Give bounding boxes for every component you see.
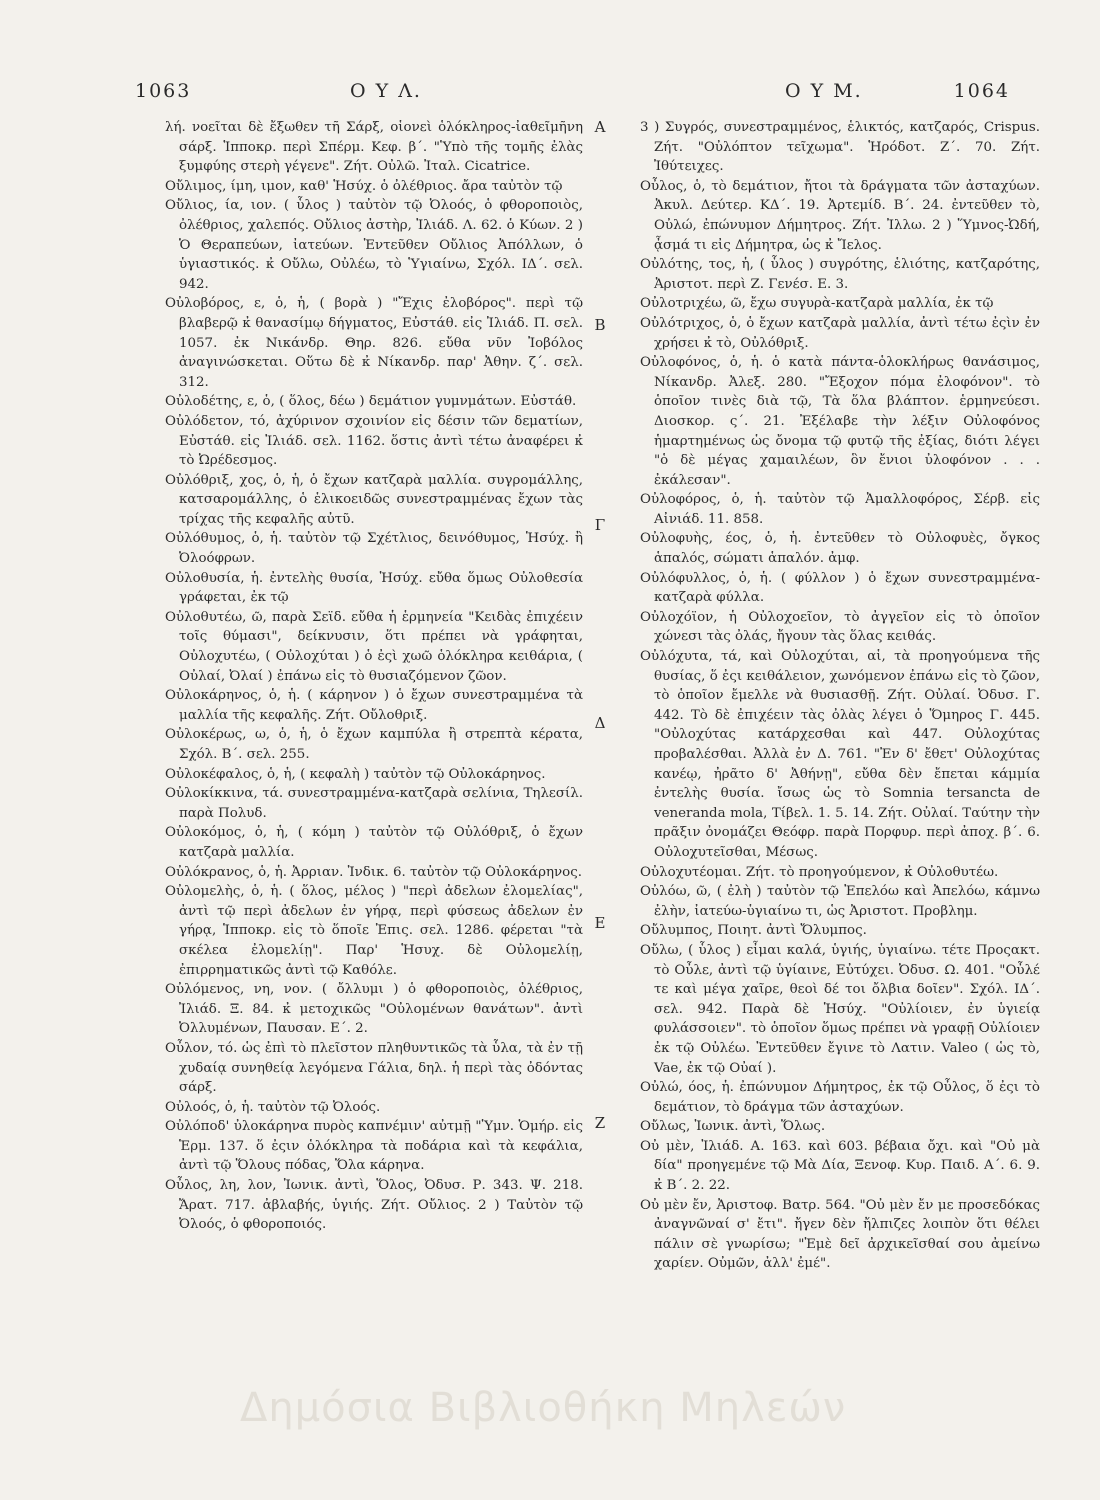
section-margin — [588, 118, 612, 1408]
dictionary-entry: Οὐλοκίκκινα, τά. συνεστραμμένα-κατζαρὰ σελίνια, Τηλεσίλ. παρὰ Πολυδ. — [165, 786, 583, 821]
dictionary-entry: Οὐ μὲν, Ἰλιάδ. Α. 163. καὶ 603. βέβαια ὄχι. καὶ "Οὐ μὰ δία" προηγεμένε τῷ Μὰ Δία, Ξενοφ. Κυρ. Παιδ. Α΄. 6. 9. κ̓ Β΄. 2. 22. — [640, 1138, 1040, 1194]
dictionary-entry: Οὐλόθριξ, χος, ὁ, ἡ, ὁ ἔχων κατζαρὰ μαλλία. συγρομάλλης, κατσαρομάλλης, ὁ ἑλικοειδῶς συνεστραμμένας ἔχων τὰς τρίχας τῆς κεφαλῆς αὐτῦ. — [165, 472, 583, 527]
dictionary-entry: Οὐ μὲν ἔν, Ἀριστοφ. Βατρ. 564. "Οὐ μὲν ἔν με προσεδόκας ἀναγνῶναί σ' ἔτι". ἤγεν δὲν ἤλπιζες λοιπὸν ὅτι θέλει πάλιν σὲ γνωρίσω; "Ἐμὲ δεῖ ἀρχικεῖσθαί σου ἀμείνω χαρίεν. Οὐμῶν, ἀλλ' ἐμέ". — [640, 1197, 1040, 1272]
dictionary-entry: Οὐλοχόϊον, ἡ Οὐλοχοεῖον, τὸ ἀγγεῖον εἰς τὸ ὁποῖον χώνεσι τὰς ὀλάς, ἤγουν τὰς ὅλας κειθάς. — [640, 609, 1040, 645]
dictionary-entry: Οὐλότριχος, ὁ, ὁ ἔχων κατζαρὰ μαλλία, ἀντὶ τέτω ἐςὶν ἐν χρήσει κ̓ τὸ, Οὐλόθριξ. — [640, 315, 1040, 351]
section-letter-b: Β — [594, 316, 606, 334]
dictionary-entry: Οὐλόχυτα, τά, καὶ Οὐλοχύται, αἱ, τὰ προηγούμενα τῆς θυσίας, ὅ ἐςι κειθάλειον, χωνόμενον ἐπάνω εἰς τὸ ζῶον, τὸ ὁποῖον ἔμελλε νὰ θυσιασθῇ. Ζήτ. Οὐλαί. Ὀδυσ. Γ. 442. Τὸ δὲ ἐπιχέειν τὰς ὀλὰς λέγει ὁ Ὅμηρος Γ. 445. "Οὐλοχύτας κατάρχεσθαι καὶ 447. Οὐλοχύτας προβαλέσθαι. Ἀλλὰ ἐν Δ. 761. "Ἐν δ' ἔθετ' Οὐλοχύτας κανέῳ, ἠρᾶτο δ' Ἀθήνῃ", εὔθα δὲν ἔπεται κάμμία ἐντελὴς θυσία. ἴσως ὡς τὸ Somnia tersancta de veneranda mola, Τίβελ. 1. 5. 14. Ζήτ. Οὐλαί. Ταύτην τὴν πρᾶξιν ὀνομάζει Θεόφρ. παρὰ Πορφυρ. περὶ ἀποχ. β΄. 6. Οὐλοχυτεῖσθαι, Μέσως. — [640, 649, 1040, 860]
dictionary-entry: Οὐλοκάρηνος, ὁ, ἡ. ( κάρηνον ) ὁ ἔχων συνεστραμμένα τὰ μαλλία τῆς κεφαλῆς. Ζήτ. Οὔλοθριξ. — [165, 688, 583, 723]
dictionary-entry: Οὔλυμπος, Ποιητ. ἀντὶ Ὄλυμπος. — [640, 923, 867, 939]
dictionary-entry: Οὐλοκέρως, ω, ὁ, ἡ, ὁ ἔχων καμπύλα ἢ στρεπτὰ κέρατα, Σχόλ. Β΄. σελ. 255. — [165, 727, 583, 762]
section-letter-d: Δ — [594, 714, 606, 732]
dictionary-entry: Οὐλοδέτης, ε, ὁ, ( ὅλος, δέω ) δεμάτιον γυμνμάτων. Εὐστάθ. — [165, 394, 577, 410]
dictionary-entry: Οὖλον, τό. ὡς ἐπὶ τὸ πλεῖστον πληθυντικῶς τὰ ὗλα, τὰ ἐν τῇ χυδαίᾳ συνηθείᾳ λεγόμενα Γάλια, δηλ. ἡ περὶ τὰς ὀδόντας σάρξ. — [165, 1040, 583, 1096]
dictionary-entry: Οὔλιμος, ίμη, ιμον, καθ' Ἡσύχ. ὁ ὀλέθριος. ἄρα ταὐτὸν τῷ — [165, 178, 563, 194]
dictionary-entry: Οὖλος, λη, λον, Ἰωνικ. ἀντὶ, Ὅλος, Ὀδυσ. Ρ. 343. Ψ. 218. Ἄρατ. 717. ἀβλαβής, ὑγιής. Ζήτ. Οὔλιος. 2 ) Ταὐτὸν τῷ Ὀλοός, ὁ φθοροποιός. — [165, 1178, 583, 1233]
dictionary-entry: Οὐλοθυτέω, ῶ, παρὰ Σεϊδ. εὔθα ἡ ἑρμηνεία "Κειδὰς ἐπιχέειν τοῖς θύμασι", δείκνυσιν, ὅτι πρέπει νὰ γράφηται, Οὐλοχυτέω, ( Οὐλοχύται ) ὁ ἐςὶ χωῶ ὁλόκληρα κειθάρια, ( Οὐλαί, Ὀλαί ) ἐπάνω εἰς τὸ θυσιαζόμενον ζῶον. — [165, 609, 583, 684]
dictionary-entry: Οὐλόποδ' ὐλοκάρηνα πυρὸς καπνέμιν' αὐτμῇ "Ὑμν. Ὁμήρ. εἰς Ἑρμ. 137. ὅ ἐςιν ὁλόκληρα τὰ ποδάρια καὶ τὰ κεφάλια, ἀντὶ τῷ Ὅλους πόδας, Ὅλα κάρηνα. — [165, 1119, 583, 1174]
section-letter-g: Γ — [594, 516, 606, 534]
dictionary-entry: 3 ) Συγρός, συνεστραμμένος, ἑλικτός, κατζαρός, Crispus. Ζήτ. "Οὐλόπτον τεῖχωμα". Ἡρόδοτ. Ζ΄. 70. Ζήτ. Ἰθύτειχες. — [640, 120, 1040, 175]
dictionary-entry: Οὐλόδετον, τό, ἀχύρινον σχοινίον εἰς δέσιν τῶν δεματίων, Εὐστάθ. εἰς Ἰλιάδ. σελ. 1162. ὅστις ἀντὶ τέτω ἀναφέρει κ̓ τὸ Ὠρέδεσμος. — [165, 413, 583, 469]
dictionary-entry: Οὐλόμενος, νη, νον. ( ὄλλυμι ) ὁ φθοροποιὸς, ὀλέθριος, Ἰλιάδ. Ξ. 84. κ̓ μετοχικῶς "Οὐλομένων θανάτων". ἀντὶ Ὀλλυμένων, Παυσαν. Ε΄. 2. — [165, 982, 583, 1037]
dictionary-entry: Οὐλοβόρος, ε, ὁ, ἡ, ( βορὰ ) "Ἔχις ἐλοβόρος". περὶ τῷ βλαβερῷ κ̓ θανασίμῳ δήγματος, Εὐστάθ. εἰς Ἰλιάδ. Π. σελ. 1057. ἐκ Νικάνδρ. Θηρ. 826. εὔθα νῦν Ἰοβόλος ἀναγινώσκεται. Οὕτω δὲ κ̓ Νίκανδρ. παρ' Ἀθην. ζ΄. σελ. 312. — [165, 296, 583, 390]
library-watermark: Δημόσια Βιβλιοθήκη Μηλεών — [240, 1385, 847, 1431]
dictionary-entry: Οὐλοφυὴς, έος, ὁ, ἡ. ἐντεῦθεν τὸ Οὐλοφυὲς, ὄγκος ἁπαλός, σώματι ἁπαλόν. ἀμφ. — [640, 531, 1040, 567]
section-letter-e: Ε — [594, 914, 606, 932]
section-letter-a: Α — [594, 118, 606, 136]
dictionary-entry: Οὐλοκέφαλος, ὁ, ἡ, ( κεφαλὴ ) ταὐτὸν τῷ Οὐλοκάρηνος. — [165, 766, 546, 782]
dictionary-entry: Οὐλόθυμος, ὁ, ἡ. ταὐτὸν τῷ Σχέτλιος, δεινόθυμος, Ἡσύχ. ἢ Ὀλοόφρων. — [165, 531, 583, 567]
running-head-right: Ο Υ Μ. — [785, 80, 863, 102]
right-column — [640, 118, 1040, 1408]
dictionary-entry: Οὐλοκόμος, ὁ, ἡ, ( κόμη ) ταὐτὸν τῷ Οὐλόθριξ, ὁ ἔχων κατζαρὰ μαλλία. — [165, 825, 583, 860]
section-letter-z: Ζ — [594, 1114, 606, 1132]
running-head-left: Ο Υ Λ. — [350, 80, 422, 102]
dictionary-entry: Οὐλοτριχέω, ῶ, ἔχω συγυρὰ-κατζαρὰ μαλλία, ἐκ τῷ — [640, 296, 994, 312]
dictionary-entry: Οὐλοχυτέομαι. Ζήτ. τὸ προηγούμενον, κ̓ Οὐλοθυτέω. — [640, 864, 999, 880]
dictionary-entry: Οὐλόω, ῶ, ( ἐλὴ ) ταὐτὸν τῷ Ἐπελόω καὶ Ἀπελόω, κάμνω ἐλὴν, ἰατεύω-ὑγιαίνω τι, ὡς Ἀριστοτ. Προβλημ. — [640, 884, 1040, 919]
dictionary-entry: Οὐλομελὴς, ὁ, ἡ. ( ὅλος, μέλος ) "περὶ ἀδελων ἐλομελίας", ἀντὶ τῷ περὶ ἀδελων ἐν γήρᾳ, περὶ φύσεως ἀδελων ἐν γήρᾳ, Ἱπποκρ. εἰς τὸ ὅποῖε Ἐπις. σελ. 1286. φέρεται "τὰ σκέλεα ἐλομελίῃ". Παρ' Ἡσυχ. δὲ Οὐλομελίῃ, ἐπιρρηματικῶς ἀντὶ τῷ Καθόλε. — [165, 884, 583, 978]
page-header — [135, 80, 1010, 110]
page-number-left: 1063 — [135, 80, 192, 102]
dictionary-entry: Οὐλώ, όος, ἡ. ἐπώνυμον Δήμητρος, ἐκ τῷ Οὖλος, ὅ ἐςι τὸ δεμάτιον, τὸ δράγμα τῶν ἀσταχύων. — [640, 1080, 1040, 1115]
dictionary-entry: Οὐλοός, ὁ, ἡ. ταὐτὸν τῷ Ὀλοός. — [165, 1099, 381, 1115]
dictionary-entry: Οὖλος, ὁ, τὸ δεμάτιον, ἤτοι τὰ δράγματα τῶν ἀσταχύων. Ἀκυλ. Δεύτερ. ΚΔ΄. 19. Ἀρτεμίδ. Β΄. 24. ἐντεῦθεν τὸ, Οὐλώ, ἐπώνυμον Δήμητρος. Ζήτ. Ἰλλω. 2 ) Ὕμνος-Ὠδή, ᾆσμά τι εἰς Δήμητρα, ὡς κ̓ Ἴελος. — [640, 178, 1040, 253]
dictionary-entry: Οὐλόφυλλος, ὁ, ἡ. ( φύλλον ) ὁ ἔχων συνεστραμμένα-κατζαρὰ φύλλα. — [640, 570, 1040, 606]
page-number-right: 1064 — [953, 80, 1010, 102]
left-column — [165, 118, 583, 1408]
dictionary-entry: Οὔλως, Ἰωνικ. ἀντὶ, Ὅλως. — [640, 1119, 826, 1135]
dictionary-entry: λή. νοεῖται δὲ ἔξωθεν τῆ Σάρξ, οἱονεὶ ὁλόκληρος-ἰαθεῖμῆνη σάρξ. Ἱπποκρ. περὶ Σπέρμ. Κεφ. β΄. "Ὑπὸ τῆς τομῆς ἐλὰς ξυμφύης στερὴ γέγενε". Ζήτ. Οὐλῶ. Ἰταλ. Cicatrice. — [165, 120, 583, 175]
dictionary-entry: Οὐλότης, τος, ἡ, ( ὗλος ) συγρότης, ἑλιότης, κατζαρότης, Ἀριστοτ. περὶ Ζ. Γενέσ. Ε. 3. — [640, 257, 1040, 292]
dictionary-entry: Οὐλόκρανος, ὁ, ἡ. Ἀρριαν. Ἰνδικ. 6. ταὐτὸν τῷ Οὐλοκάρηνος. — [165, 864, 582, 880]
dictionary-entry: Οὔλιος, ία, ιον. ( ὗλος ) ταὐτὸν τῷ Ὀλοός, ὁ φθοροποιὸς, ὀλέθριος, χαλεπός. Οὔλιος ἀστὴρ, Ἰλιάδ. Λ. 62. ὁ Κύων. 2 ) Ὁ Θεραπεύων, ἰατεύων. Ἐντεῦθεν Οὔλιος Ἀπόλλων, ὁ ὑγιαστικός. κ̓ Οὔλω, Οὐλέω, τὸ Ὑγιαίνω, Σχόλ. ΙΔ΄. σελ. 942. — [165, 198, 583, 292]
dictionary-entry: Οὐλοφόρος, ὁ, ἡ. ταὐτὸν τῷ Ἀμαλλοφόρος, Σέρβ. εἰς Αἰνιάδ. 11. 858. — [640, 492, 1040, 527]
dictionary-entry: Οὐλοθυσία, ἡ. ἐντελὴς θυσία, Ἡσύχ. εὔθα ὅμως Οὐλοθεσία γράφεται, ἐκ τῷ — [165, 570, 583, 606]
dictionary-entry: Οὐλοφόνος, ὁ, ἡ. ὁ κατὰ πάντα-ὁλοκλήρως θανάσιμος, Νίκανδρ. Ἀλεξ. 280. "Ἔξοχον πόμα ἐλοφόνον". τὸ ὁποῖον τινὲς διὰ τῷ, Τὰ ὅλα βλάπτον. ἑρμηνεύεσι. Διοσκορ. ς΄. 21. Ἐξέλαβε τὴν λέξιν Οὐλοφόνος ἡμαρτημένως ὡς ὄνομα τῷ φυτῷ τῆς ἐξίας, διότι λέγει "ὁ δὲ μέγας χαμαιλέων, ὃν ἔνιοι ὐλοφόνον . . . ἐκάλεσαν". — [640, 355, 1040, 488]
dictionary-entry: Οὔλω, ( ὗλος ) εἶμαι καλά, ὑγιής, ὑγιαίνω. τέτε Προςακτ. τὸ Οὖλε, ἀντὶ τῷ ὑγίαινε, Εὐτύχει. Ὀδυσ. Ω. 401. "Οὖλέ τε καὶ μέγα χαῖρε, θεοὶ δέ τοι ὄλβια δοῖεν". Σχόλ. ΙΔ΄. σελ. 942. Παρὰ δὲ Ἡσύχ. "Οὐλίοιεν, ἐν ὑγιείᾳ φυλάσσοιεν". τὸ ὁποῖον ὅμως πρέπει νὰ γραφῇ Οὐλίοιεν ἐκ τῷ Οὐλέω. Ἐντεῦθεν ἔγινε τὸ Λατιν. Valeo ( ὡς τὸ, Vae, ἐκ τῷ Οὐαί ). — [640, 942, 1040, 1076]
